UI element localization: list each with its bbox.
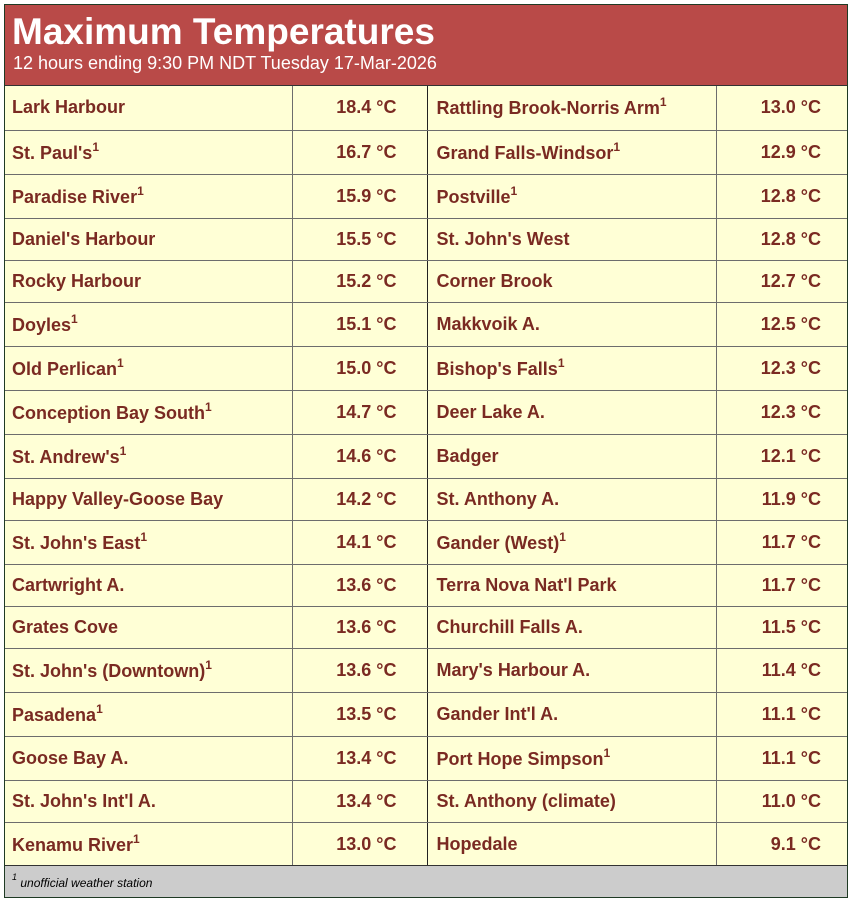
temperature-value: 12.5 °C: [716, 302, 847, 346]
page-title: Maximum Temperatures: [12, 11, 435, 52]
temperature-value: 14.6 °C: [292, 434, 427, 478]
station-name: Old Perlican: [12, 358, 118, 379]
station-name-cell: [427, 434, 716, 478]
unofficial-marker: 1: [510, 183, 518, 198]
table-row: [5, 260, 847, 302]
station-name-cell: [5, 822, 292, 866]
station-name: Badger: [436, 445, 499, 466]
table-row: [5, 130, 847, 174]
table-row: [5, 564, 847, 606]
station-name: Gander (West): [436, 532, 560, 553]
unofficial-marker: 1: [613, 139, 621, 154]
temperature-value: 14.1 °C: [292, 520, 427, 564]
station-name-cell: [5, 780, 292, 822]
temperature-value: 12.3 °C: [716, 390, 847, 434]
footnote-marker: 1: [12, 872, 18, 882]
station-name-cell: [5, 648, 292, 692]
station-name: St. Anthony A.: [436, 488, 560, 509]
table-row: [5, 302, 847, 346]
station-name: Deer Lake A.: [436, 401, 545, 422]
table-row: [5, 478, 847, 520]
station-name: Kenamu River: [12, 834, 134, 855]
station-name: Churchill Falls A.: [436, 616, 583, 637]
station-name: Terra Nova Nat'l Park: [436, 574, 617, 595]
station-name: Daniel's Harbour: [12, 228, 156, 249]
table-row: [5, 346, 847, 390]
temperature-value: 14.2 °C: [292, 478, 427, 520]
station-name-cell: [427, 780, 716, 822]
temperature-value: 13.6 °C: [292, 606, 427, 648]
unofficial-marker: 1: [92, 139, 99, 154]
station-name-cell: [5, 434, 292, 478]
table-row: [5, 434, 847, 478]
table-row: [5, 218, 847, 260]
station-name-cell: [5, 174, 292, 218]
station-name: Lark Harbour: [12, 97, 126, 118]
station-name-cell: [427, 478, 716, 520]
station-name-cell: [427, 390, 716, 434]
station-name-cell: [427, 564, 716, 606]
temperature-value: 11.0 °C: [716, 780, 847, 822]
unofficial-marker: 1: [119, 443, 127, 458]
temperature-value: 11.9 °C: [716, 478, 847, 520]
station-name-cell: [5, 520, 292, 564]
station-name-cell: [427, 648, 716, 692]
station-name-cell: [427, 346, 716, 390]
footnote-text: unofficial weather station: [20, 876, 153, 890]
station-name: St. John's East: [12, 532, 141, 553]
station-name-cell: [427, 606, 716, 648]
temperature-value: 14.7 °C: [292, 390, 427, 434]
temperature-value: 13.6 °C: [292, 564, 427, 606]
station-name: Rattling Brook-Norris Arm: [436, 98, 660, 119]
station-name: Grand Falls-Windsor: [436, 142, 614, 163]
temperature-value: 11.5 °C: [716, 606, 847, 648]
temperature-value: 12.7 °C: [716, 260, 847, 302]
station-name: Goose Bay A.: [12, 747, 129, 768]
table-row: [5, 86, 847, 130]
table-row: [5, 648, 847, 692]
table-row: [5, 520, 847, 564]
temperature-value: 13.5 °C: [292, 692, 427, 736]
table-row: [5, 692, 847, 736]
table-row: [5, 390, 847, 434]
station-name: Postville: [436, 186, 511, 207]
station-name-cell: [427, 302, 716, 346]
unofficial-marker: 1: [603, 745, 611, 760]
unofficial-marker: 1: [96, 701, 103, 716]
station-name: Rocky Harbour: [12, 270, 142, 291]
station-name-cell: [427, 692, 716, 736]
footnote: [12, 874, 152, 890]
temperature-panel: [4, 4, 848, 898]
unofficial-marker: 1: [133, 831, 140, 846]
station-name-cell: [5, 86, 292, 130]
temperature-table: [5, 86, 847, 867]
station-name-cell: [427, 520, 716, 564]
station-name: St. Anthony (climate): [436, 790, 616, 811]
station-name-cell: [5, 390, 292, 434]
station-name: Port Hope Simpson: [436, 748, 604, 769]
temperature-value: 11.1 °C: [716, 692, 847, 736]
unofficial-marker: 1: [659, 95, 667, 110]
page-subtitle: 12 hours ending 9:30 PM NDT Tuesday 17-Mar-2026: [13, 53, 437, 73]
temperature-value: 13.0 °C: [716, 86, 847, 130]
temperature-value: 11.7 °C: [716, 520, 847, 564]
station-name-cell: [5, 130, 292, 174]
station-name: Doyles: [12, 314, 72, 335]
station-name: Conception Bay South: [12, 402, 205, 423]
temperature-value: 15.1 °C: [292, 302, 427, 346]
temperature-value: 15.5 °C: [292, 218, 427, 260]
station-name-cell: [5, 736, 292, 780]
station-name: Makkvoik A.: [436, 313, 540, 334]
temperature-value: 13.0 °C: [292, 822, 427, 866]
station-name-cell: [5, 346, 292, 390]
station-name: Gander Int'l A.: [436, 703, 559, 724]
table-row: [5, 174, 847, 218]
station-name: St. Andrew's: [12, 446, 120, 467]
unofficial-marker: 1: [140, 529, 147, 544]
station-name-cell: [5, 478, 292, 520]
table-row: [5, 780, 847, 822]
temperature-value: 18.4 °C: [292, 86, 427, 130]
station-name: Happy Valley-Goose Bay: [12, 488, 224, 509]
station-name: Hopedale: [436, 833, 518, 854]
unofficial-marker: 1: [205, 399, 212, 414]
temperature-value: 15.9 °C: [292, 174, 427, 218]
temperature-value: 12.9 °C: [716, 130, 847, 174]
temperature-value: 12.1 °C: [716, 434, 847, 478]
footer-bar: [5, 865, 847, 897]
table-row: [5, 736, 847, 780]
unofficial-marker: 1: [205, 657, 212, 672]
temperature-value: 15.2 °C: [292, 260, 427, 302]
station-name-cell: [5, 692, 292, 736]
station-name: Paradise River: [12, 186, 138, 207]
station-name-cell: [5, 218, 292, 260]
table-row: [5, 822, 847, 866]
station-name-cell: [427, 86, 716, 130]
temperature-value: 11.7 °C: [716, 564, 847, 606]
header-banner: [5, 5, 847, 86]
station-name: St. Paul's: [12, 142, 93, 163]
temperature-value: 13.4 °C: [292, 780, 427, 822]
unofficial-marker: 1: [557, 355, 565, 370]
unofficial-marker: 1: [71, 311, 78, 326]
temperature-value: 16.7 °C: [292, 130, 427, 174]
station-name-cell: [427, 736, 716, 780]
temperature-value: 12.3 °C: [716, 346, 847, 390]
station-name-cell: [427, 260, 716, 302]
temperature-value: 11.4 °C: [716, 648, 847, 692]
station-name-cell: [427, 130, 716, 174]
station-name-cell: [5, 606, 292, 648]
station-name-cell: [5, 260, 292, 302]
station-name: St. John's (Downtown): [12, 660, 206, 681]
station-name: Bishop's Falls: [436, 358, 558, 379]
station-name: Mary's Harbour A.: [436, 659, 591, 680]
station-name: Cartwright A.: [12, 574, 125, 595]
station-name-cell: [5, 564, 292, 606]
station-name-cell: [427, 822, 716, 866]
temperature-value: 12.8 °C: [716, 218, 847, 260]
station-name: Grates Cove: [12, 616, 119, 637]
temperature-value: 12.8 °C: [716, 174, 847, 218]
temperature-value: 13.6 °C: [292, 648, 427, 692]
station-name-cell: [5, 302, 292, 346]
unofficial-marker: 1: [137, 183, 144, 198]
station-name: St. John's Int'l A.: [12, 790, 156, 811]
station-name-cell: [427, 174, 716, 218]
temperature-value: 11.1 °C: [716, 736, 847, 780]
station-name: Pasadena: [12, 704, 97, 725]
station-name: St. John's West: [436, 228, 570, 249]
temperature-value: 15.0 °C: [292, 346, 427, 390]
station-name: Corner Brook: [436, 270, 553, 291]
temperature-value: 13.4 °C: [292, 736, 427, 780]
temperature-value: 9.1 °C: [716, 822, 847, 866]
table-row: [5, 606, 847, 648]
station-name-cell: [427, 218, 716, 260]
unofficial-marker: 1: [559, 529, 566, 544]
unofficial-marker: 1: [117, 355, 124, 370]
